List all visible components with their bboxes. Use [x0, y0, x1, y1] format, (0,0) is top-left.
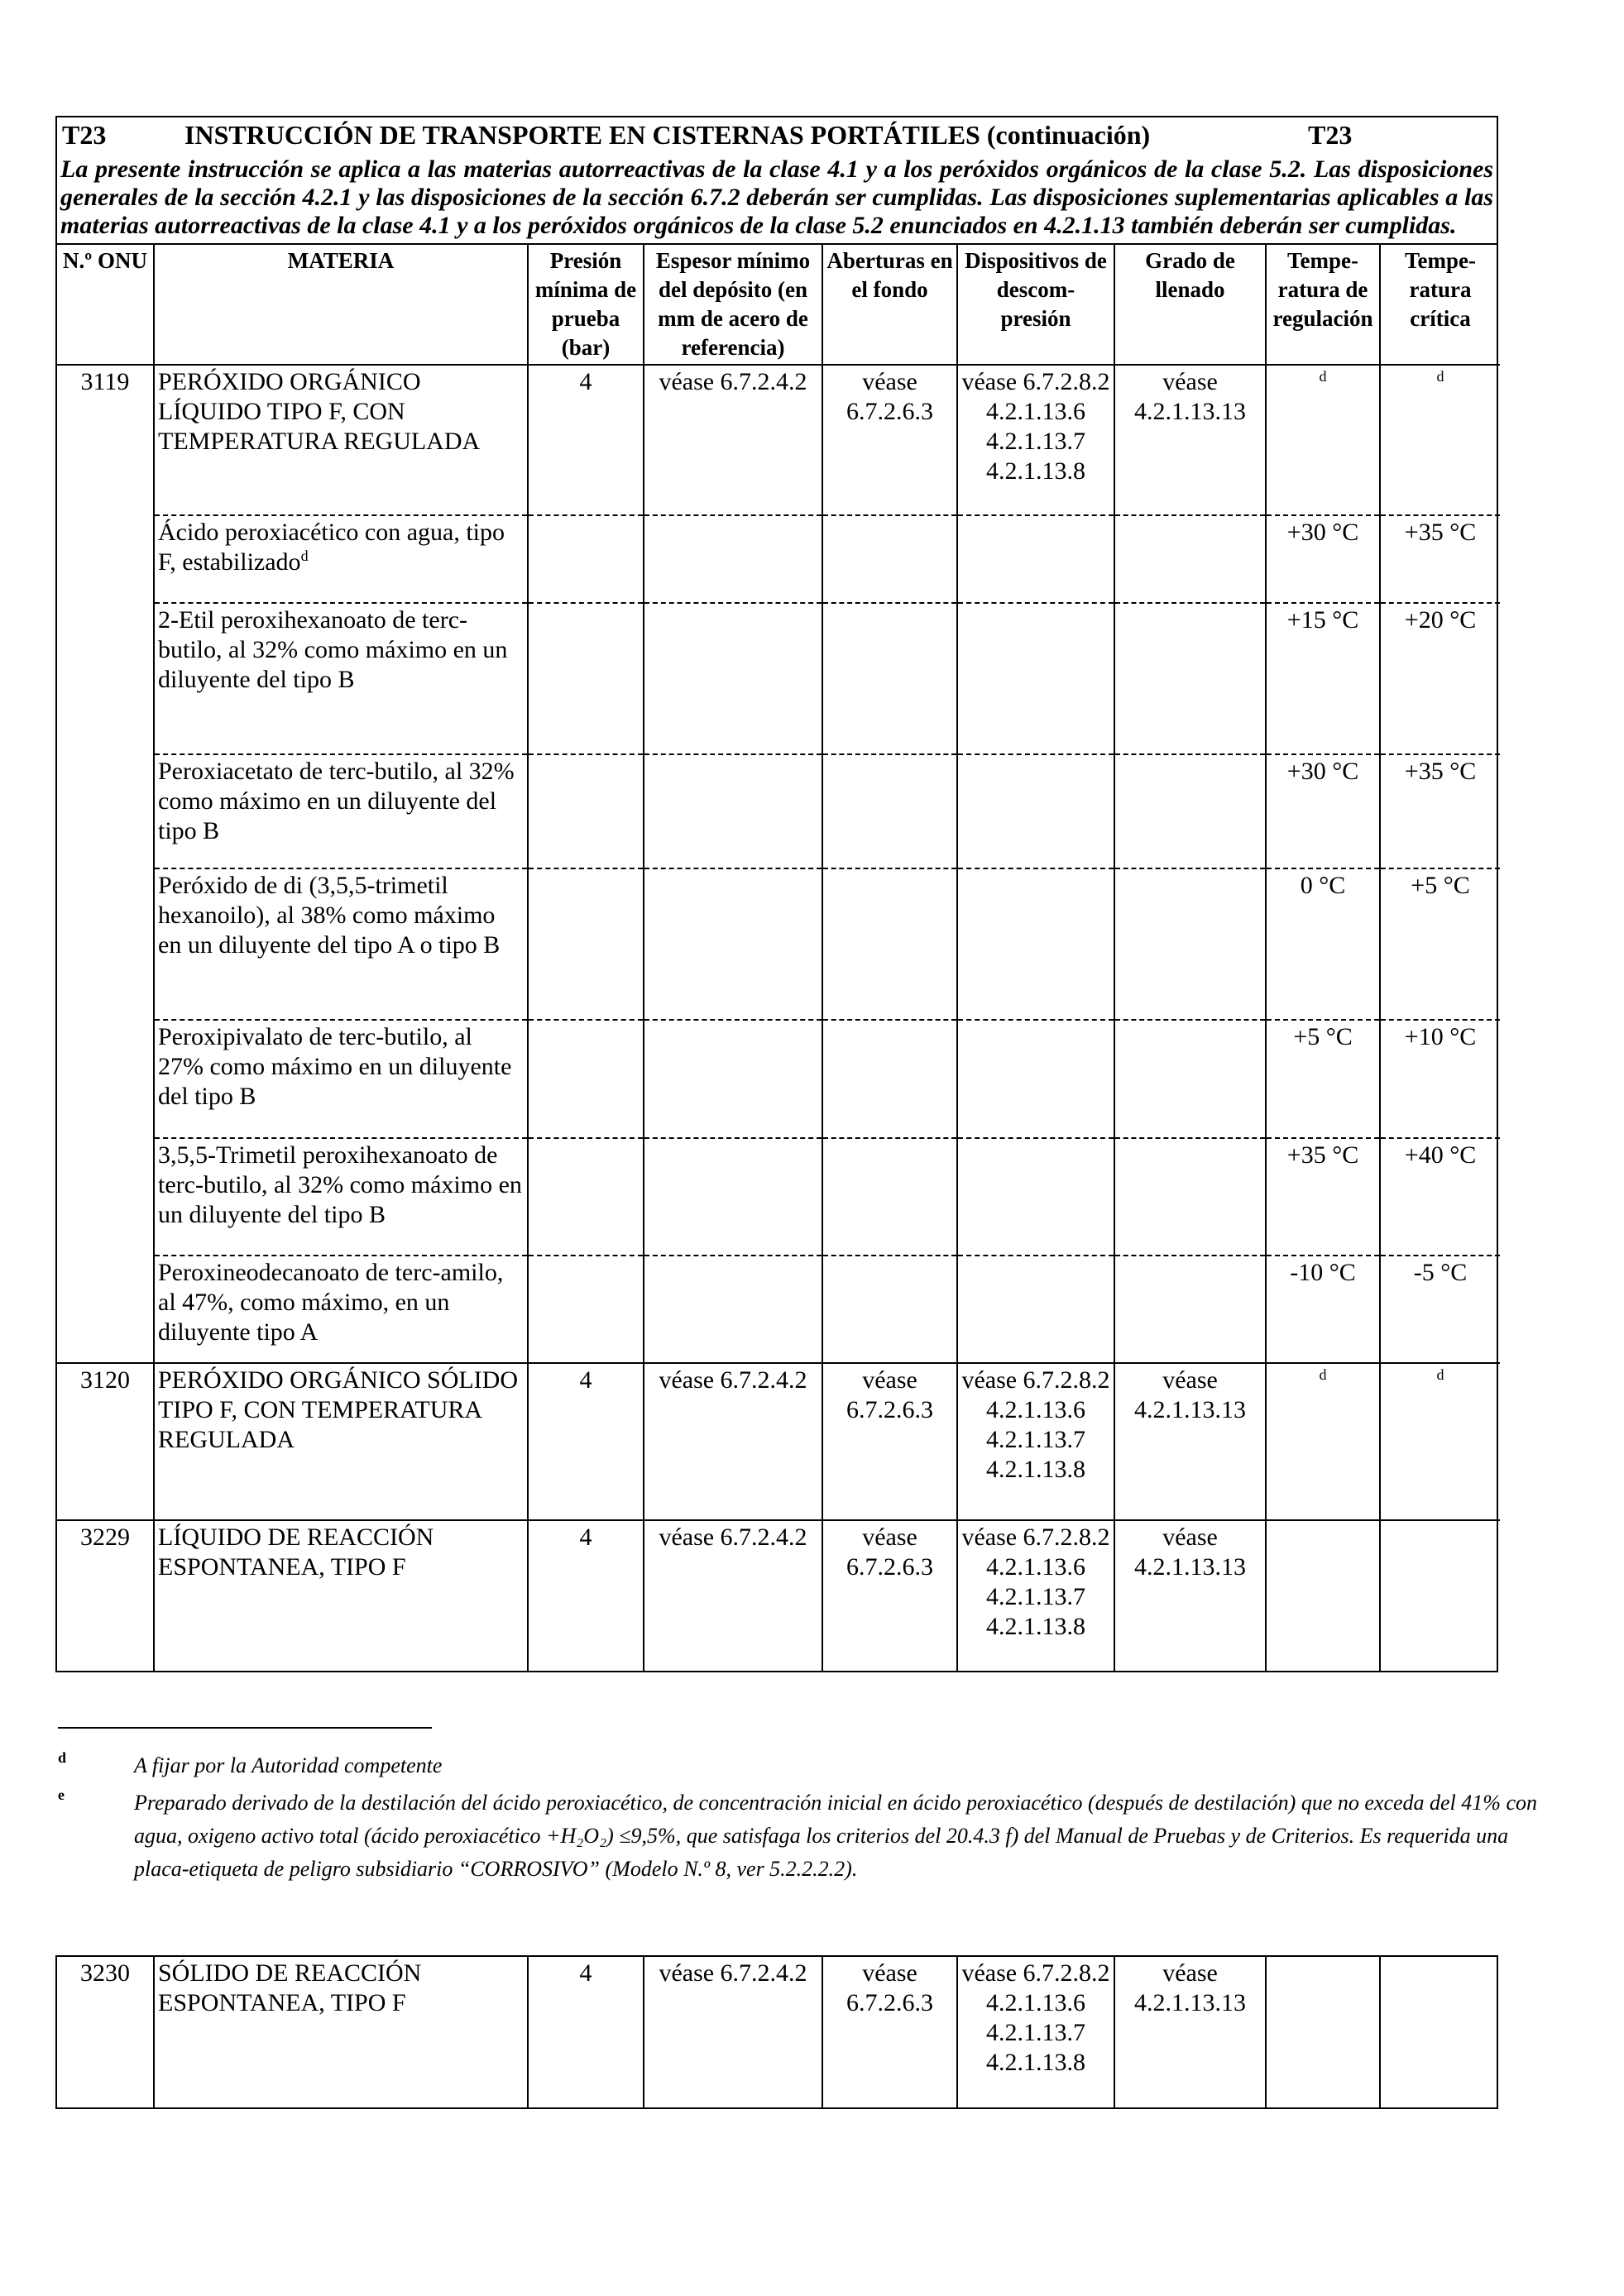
table-title-row — [57, 117, 1497, 152]
cell-materia: SÓLIDO DE REACCIÓN ESPONTANEA, TIPO F — [154, 1957, 528, 2107]
cell-temp-crit: d — [1380, 365, 1500, 515]
table-row — [57, 1138, 1500, 1256]
cell-espesor: véase 6.7.2.4.2 — [644, 1957, 822, 2107]
cell-aberturas: véase 6.7.2.6.3 — [822, 365, 957, 515]
cell-temp-crit: -5 °C — [1380, 1256, 1500, 1363]
cell-materia: Peróxido de di (3,5,5-trimetil hexanoilo), al 38% como máximo en un diluyente del tipo A o tipo B — [154, 868, 528, 1020]
cell-temp-reg: +35 °C — [1266, 1138, 1380, 1256]
cell-materia: 2-Etil peroxihexanoato de terc-butilo, al 32% como máximo en un diluyente del tipo B — [154, 603, 528, 754]
cell-temp-crit: +20 °C — [1380, 603, 1500, 754]
cell-temp-reg: d — [1266, 365, 1380, 515]
col-temp-crit: Tempe- ratura crítica — [1380, 245, 1500, 365]
cell-temp-crit: +40 °C — [1380, 1138, 1500, 1256]
cell-temp-crit: d — [1380, 1363, 1500, 1520]
cell-presion: 4 — [528, 1363, 644, 1520]
cell-temp-crit: +5 °C — [1380, 868, 1500, 1020]
cell-temp-reg: -10 °C — [1266, 1256, 1380, 1363]
footnote-mark: e — [58, 1787, 65, 1803]
instruction-table-continuation — [55, 1955, 1498, 2109]
cell-materia: Peroxiacetato de terc-butilo, al 32% como máximo en un diluyente del tipo B — [154, 754, 528, 868]
table-row — [57, 603, 1500, 754]
cell-onu: 3120 — [57, 1363, 154, 1520]
footnote-separator — [58, 1727, 432, 1729]
cell-temp-crit — [1380, 1957, 1500, 2107]
instruction-table-frame — [55, 116, 1498, 1672]
table-row — [57, 1256, 1500, 1363]
footnote-text: Preparado derivado de la destilación del ácido peroxiacético, de concentración inicial en ácido peroxiacético (después de destilación) que no exceda del 41% con agua, oxigeno activo total (ácido peroxiacético +H₂O₂) ≤9,5%, que satisfaga los criterios del 20.4.3 f) del Manual de Pruebas y de Criterios. Es requerida una placa-etiqueta de peligro subsidiario “CORROSIVO” (Modelo N.º 8, ver 5.2.2.2.2). — [134, 1791, 1537, 1881]
cell-grado: véase 4.2.1.13.13 — [1114, 1957, 1266, 2107]
cell-temp-reg: +5 °C — [1266, 1020, 1380, 1138]
cell-dispositivos: véase 6.7.2.8.2 4.2.1.13.6 4.2.1.13.7 4.2.1.13.8 — [957, 1957, 1114, 2107]
col-temp-reg: Tempe- ratura de regulación — [1266, 245, 1380, 365]
cell-temp-reg: +30 °C — [1266, 515, 1380, 603]
cell-materia: Ácido peroxiacético con agua, tipo F, estabilizado$^d$ — [154, 515, 528, 603]
cell-onu: 3230 — [80, 1959, 130, 1987]
col-espesor: Espesor mínimo del depósito (en mm de acero de referencia) — [644, 245, 822, 365]
table-row — [57, 1957, 1500, 2107]
cell-materia: PERÓXIDO ORGÁNICO SÓLIDO TIPO F, CON TEMPERATURA REGULADA — [154, 1363, 528, 1520]
footnote-ref: d — [300, 548, 309, 564]
cell-dispositivos: véase 6.7.2.8.2 4.2.1.13.6 4.2.1.13.7 4.2.1.13.8 — [957, 365, 1114, 515]
cell-grado: véase 4.2.1.13.13 — [1114, 365, 1266, 515]
cell-presion: 4 — [528, 1520, 644, 1671]
intro-paragraph: La presente instrucción se aplica a las materias autorreactivas de la clase 4.1 y a los peróxidos orgánicos de la clase 5.2. Las disposiciones generales de la sección 4.2.1 y las disposiciones de la sección 6.7.2 deberán ser cumplidas. Las disposiciones suplementarias aplicables a las materias autorreactivas de la clase 4.1 y a los peróxidos orgánicos de la clase 5.2 enunciados en 4.2.1.13 también deberán ser cumplidas. — [57, 152, 1497, 245]
cell-materia: 3,5,5-Trimetil peroxihexanoato de terc-butilo, al 32% como máximo en un diluyente del tipo B — [154, 1138, 528, 1256]
cell-aberturas: véase 6.7.2.6.3 — [822, 1520, 957, 1671]
table-row — [57, 1363, 1500, 1520]
col-materia: MATERIA — [154, 245, 528, 365]
cell-presion: 4 — [528, 1957, 644, 2107]
code-right: T23 — [1308, 119, 1353, 150]
col-grado: Grado de llenado — [1114, 245, 1266, 365]
col-aberturas: Aberturas en el fondo — [822, 245, 957, 365]
cell-espesor: véase 6.7.2.4.2 — [644, 1363, 822, 1520]
col-dispositivos: Dispositivos de descom- presión — [957, 245, 1114, 365]
footnote-mark: d — [58, 1749, 67, 1766]
cell-temp-crit: +35 °C — [1380, 754, 1500, 868]
cell-onu: 3119 — [80, 368, 130, 395]
cell-temp-reg — [1266, 1520, 1380, 1671]
cell-presion: 4 — [528, 365, 644, 515]
table-title: INSTRUCCIÓN DE TRANSPORTE EN CISTERNAS PORTÁTILES (continuación) — [184, 119, 1151, 150]
cell-aberturas: véase 6.7.2.6.3 — [822, 1957, 957, 2107]
cell-temp-reg: +30 °C — [1266, 754, 1380, 868]
cell-temp-reg: +15 °C — [1266, 603, 1380, 754]
substances-table-continued — [57, 1957, 1500, 2107]
cell-temp-reg: d — [1266, 1363, 1380, 1520]
cell-grado: véase 4.2.1.13.13 — [1114, 1363, 1266, 1520]
cell-materia: Peroxineodecanoato de terc-amilo, al 47%, como máximo, en un diluyente tipo A — [154, 1256, 528, 1363]
cell-grado: véase 4.2.1.13.13 — [1114, 1520, 1266, 1671]
cell-materia: LÍQUIDO DE REACCIÓN ESPONTANEA, TIPO F — [154, 1520, 528, 1671]
table-row — [57, 868, 1500, 1020]
cell-materia: Peroxipivalato de terc-butilo, al 27% como máximo en un diluyente del tipo B — [154, 1020, 528, 1138]
cell-onu: 3229 — [57, 1520, 154, 1671]
cell-dispositivos: véase 6.7.2.8.2 4.2.1.13.6 4.2.1.13.7 4.2.1.13.8 — [957, 1363, 1114, 1520]
cell-temp-crit: +35 °C — [1380, 515, 1500, 603]
cell-aberturas: véase 6.7.2.6.3 — [822, 1363, 957, 1520]
table-row — [57, 1020, 1500, 1138]
col-presion: Presión mínima de prueba (bar) — [528, 245, 644, 365]
cell-temp-reg: 0 °C — [1266, 868, 1380, 1020]
footnote-text: A fijar por la Autoridad competente — [134, 1753, 443, 1777]
cell-dispositivos: véase 6.7.2.8.2 4.2.1.13.6 4.2.1.13.7 4.2.1.13.8 — [957, 1520, 1114, 1671]
cell-espesor: véase 6.7.2.4.2 — [644, 365, 822, 515]
cell-temp-crit: +10 °C — [1380, 1020, 1500, 1138]
table-row — [57, 1520, 1500, 1671]
substances-table — [57, 245, 1500, 1671]
table-row — [57, 365, 1500, 515]
table-row — [57, 515, 1500, 603]
code-left: T23 — [62, 119, 107, 150]
table-row — [57, 754, 1500, 868]
column-headers — [57, 245, 1500, 365]
cell-materia: PERÓXIDO ORGÁNICO LÍQUIDO TIPO F, CON TEMPERATURA REGULADA — [154, 365, 528, 515]
cell-espesor: véase 6.7.2.4.2 — [644, 1520, 822, 1671]
cell-temp-reg — [1266, 1957, 1380, 2107]
cell-temp-crit — [1380, 1520, 1500, 1671]
col-onu: N.º ONU — [57, 245, 154, 365]
